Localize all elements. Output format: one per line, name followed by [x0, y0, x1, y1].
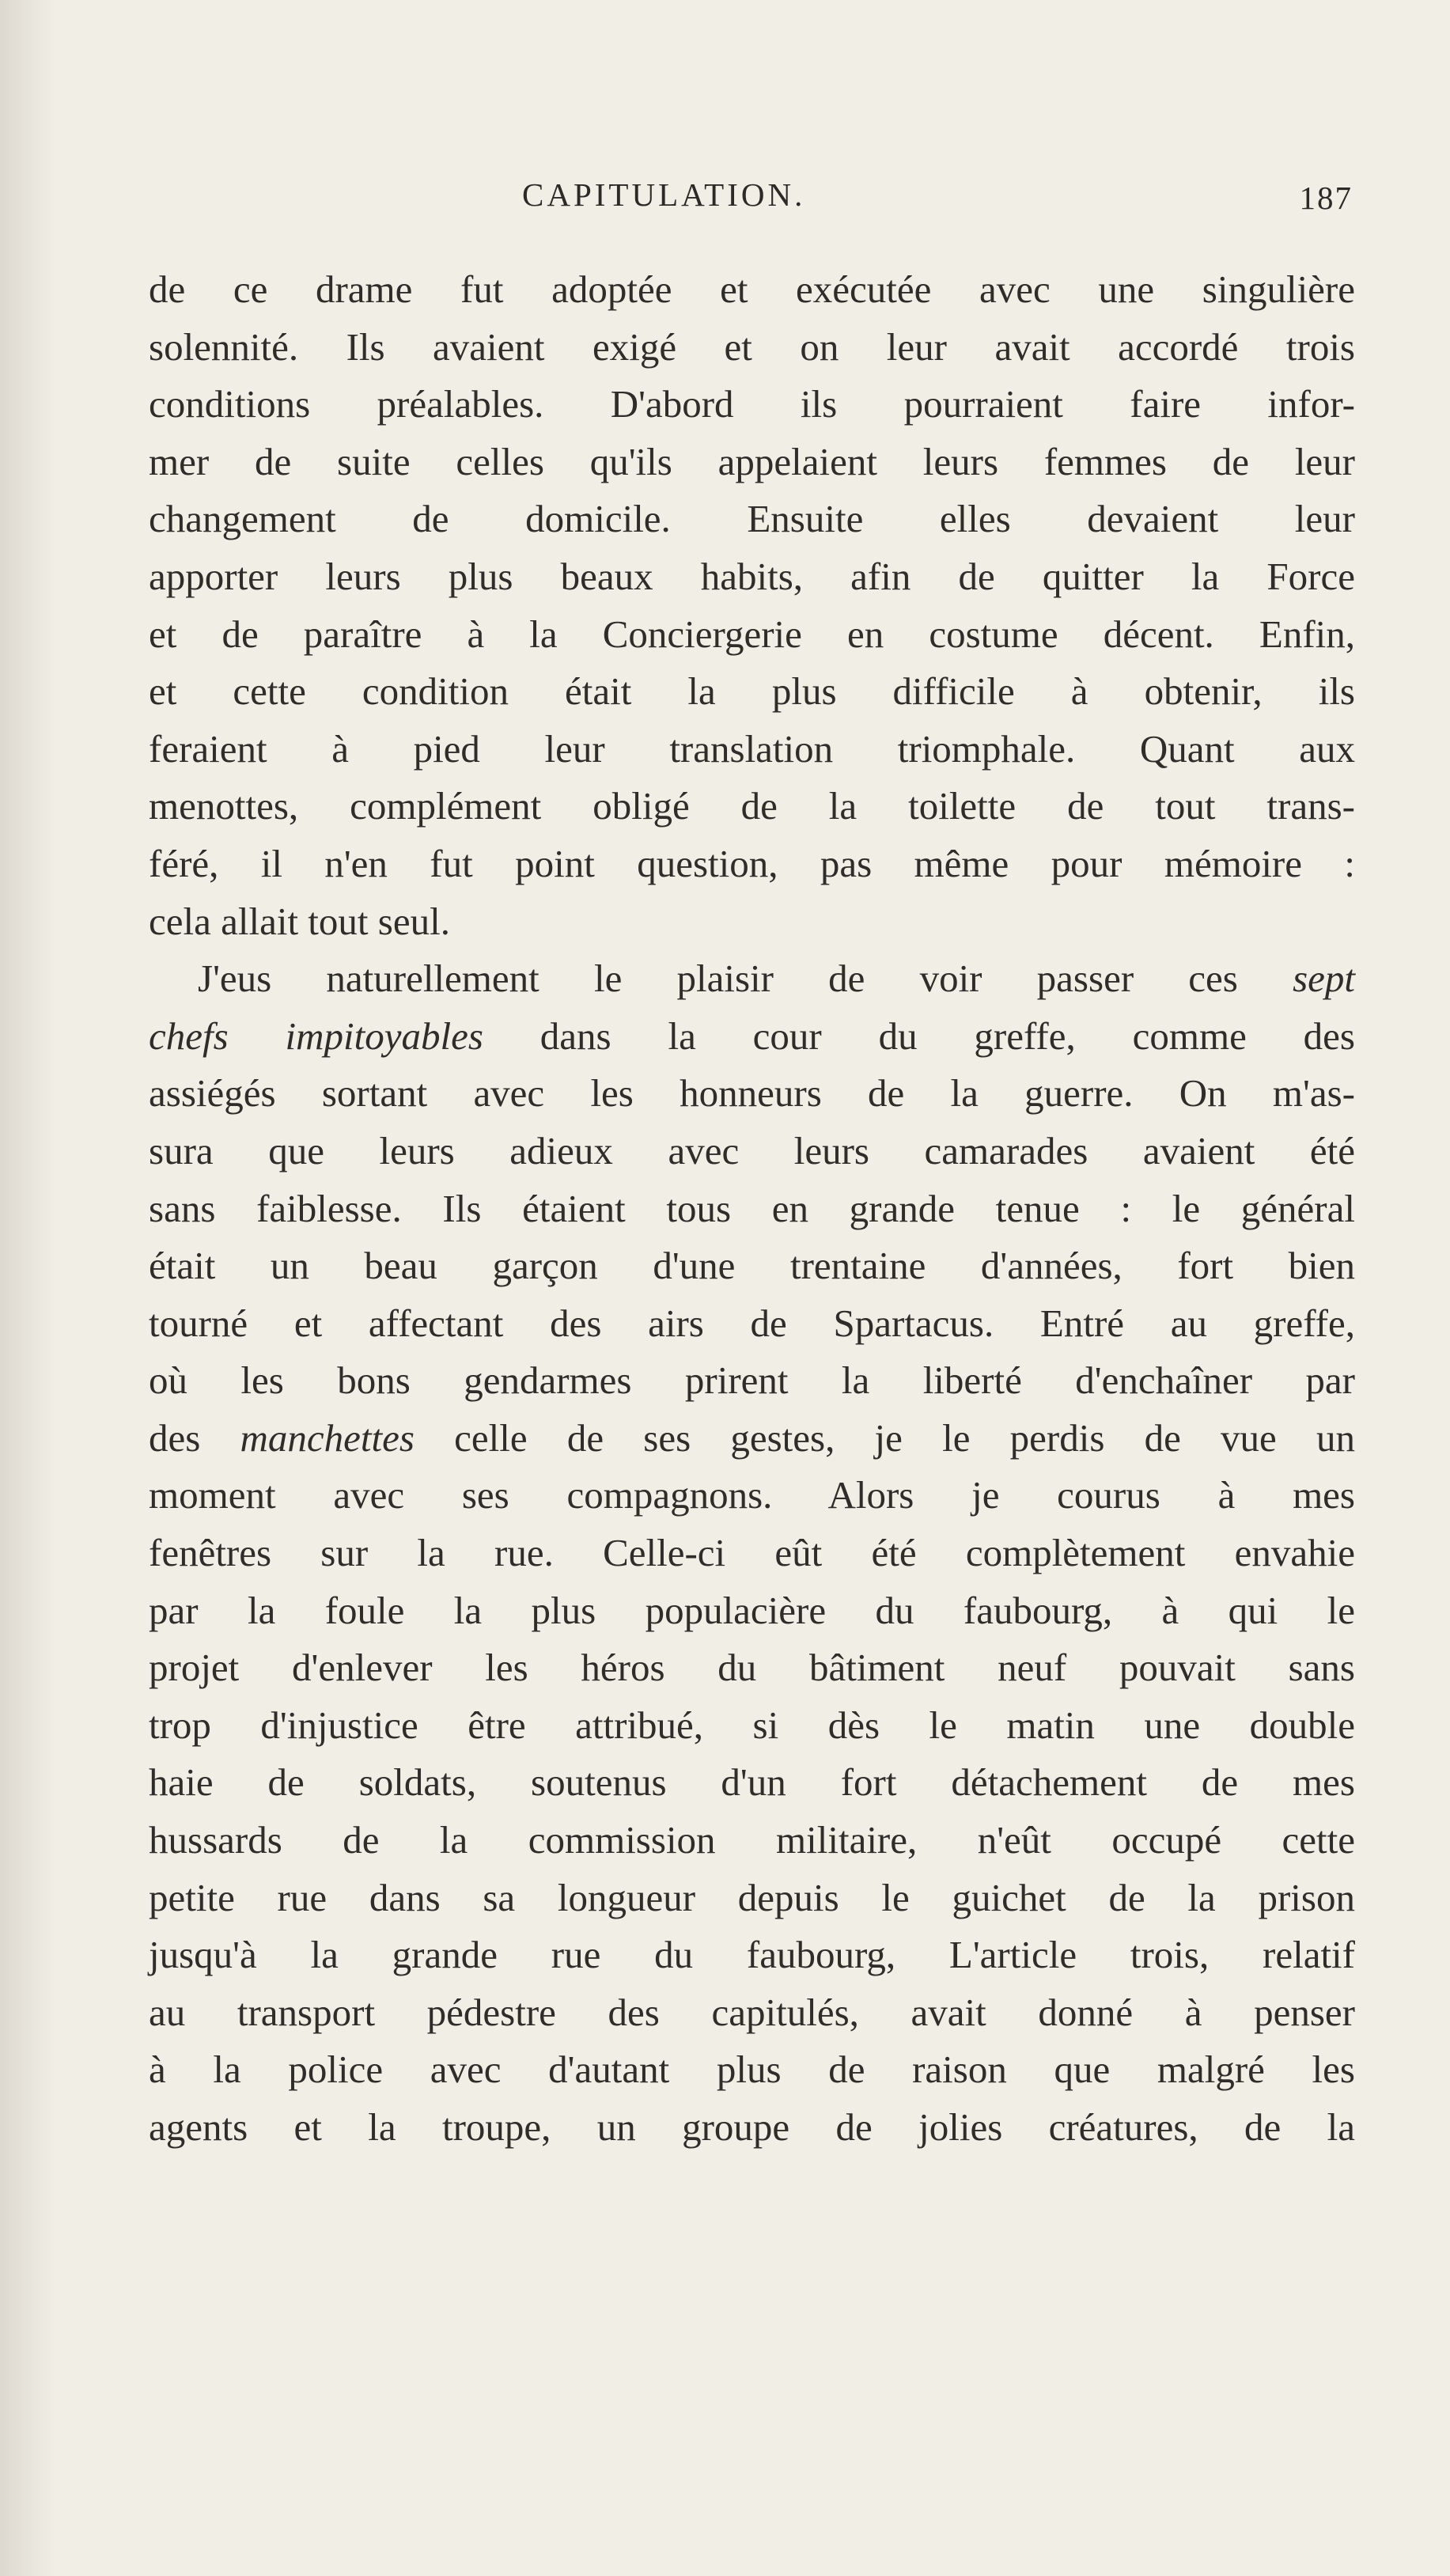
text-line: haie de soldats, soutenus d'un fort détachement de mes — [149, 1760, 1355, 1805]
text-line: assiégés sortant avec les honneurs de la guerre. On m'as- — [149, 1071, 1355, 1116]
text-line: trop d'injustice être attribué, si dès le matin une double — [149, 1703, 1355, 1747]
text-line: où les bons gendarmes prirent la liberté d'enchaîner par — [149, 1358, 1355, 1403]
text-run: dans la cour du greffe, comme des — [483, 1013, 1355, 1058]
text-line: par la foule la plus populacière du faubourg, à qui le — [149, 1588, 1355, 1632]
text-line: solennité. Ils avaient exigé et on leur avait accordé trois — [149, 324, 1355, 369]
text-line: sura que leurs adieux avec leurs camarades avaient été — [149, 1128, 1355, 1172]
text-line: à la police avec d'autant plus de raison que malgré les — [149, 2048, 1355, 2092]
italic-text-run: sept — [1293, 957, 1355, 1001]
italic-text-run: chefs impitoyables — [149, 1013, 483, 1058]
text-line: féré, il n'en fut point question, pas même pour mémoire : — [149, 841, 1355, 885]
text-run: J'eus naturellement le plaisir de voir passer ces — [198, 957, 1293, 1001]
text-line: conditions préalables. D'abord ils pourraient faire infor- — [149, 382, 1355, 426]
running-title: CAPITULATION. — [522, 176, 806, 213]
text-line: agents et la troupe, un groupe de jolies créatures, de la — [149, 2105, 1355, 2149]
text-line: fenêtres sur la rue. Celle-ci eût été complètement envahie — [149, 1531, 1355, 1575]
text-line: petite rue dans sa longueur depuis le guichet de la prison — [149, 1875, 1355, 1919]
text-line: moment avec ses compagnons. Alors je courus à mes — [149, 1473, 1355, 1517]
text-line — [149, 1008, 1355, 1066]
body-text — [149, 261, 1355, 2157]
text-line: changement de domicile. Ensuite elles devaient leur — [149, 497, 1355, 541]
text-line: menottes, complément obligé de la toilette de tout trans- — [149, 784, 1355, 828]
page-gutter-shadow — [0, 0, 55, 2576]
text-line: de ce drame fut adoptée et exécutée avec une singulière — [149, 267, 1355, 311]
text-line: tourné et affectant des airs de Spartacus. Entré au greffe, — [149, 1301, 1355, 1345]
text-line: hussards de la commission militaire, n'eût occupé cette — [149, 1818, 1355, 1862]
text-line: apporter leurs plus beaux habits, afin de quitter la Force — [149, 554, 1355, 598]
text-line: était un beau garçon d'une trentaine d'années, fort bien — [149, 1244, 1355, 1288]
text-line — [149, 950, 1355, 1008]
text-line: feraient à pied leur translation triomphale. Quant aux — [149, 726, 1355, 771]
italic-text-run: manchettes — [240, 1415, 415, 1460]
text-line: sans faiblesse. Ils étaient tous en grande tenue : le général — [149, 1186, 1355, 1230]
text-line — [149, 1410, 1355, 1468]
text-line: mer de suite celles qu'ils appelaient leurs femmes de leur — [149, 439, 1355, 483]
text-line: cela allait tout seul. — [149, 899, 450, 943]
text-line: au transport pédestre des capitulés, avait donné à penser — [149, 1990, 1355, 2034]
running-head — [150, 176, 1353, 223]
text-run: des — [149, 1415, 240, 1460]
text-line: et cette condition était la plus difficile à obtenir, ils — [149, 669, 1355, 714]
text-line: projet d'enlever les héros du bâtiment neuf pouvait sans — [149, 1646, 1355, 1690]
page-number: 187 — [1299, 180, 1353, 216]
text-line: jusqu'à la grande rue du faubourg, L'article trois, relatif — [149, 1933, 1355, 1977]
text-line: et de paraître à la Conciergerie en costume décent. Enfin, — [149, 612, 1355, 656]
text-run: celle de ses gestes, je le perdis de vue un — [414, 1415, 1355, 1460]
